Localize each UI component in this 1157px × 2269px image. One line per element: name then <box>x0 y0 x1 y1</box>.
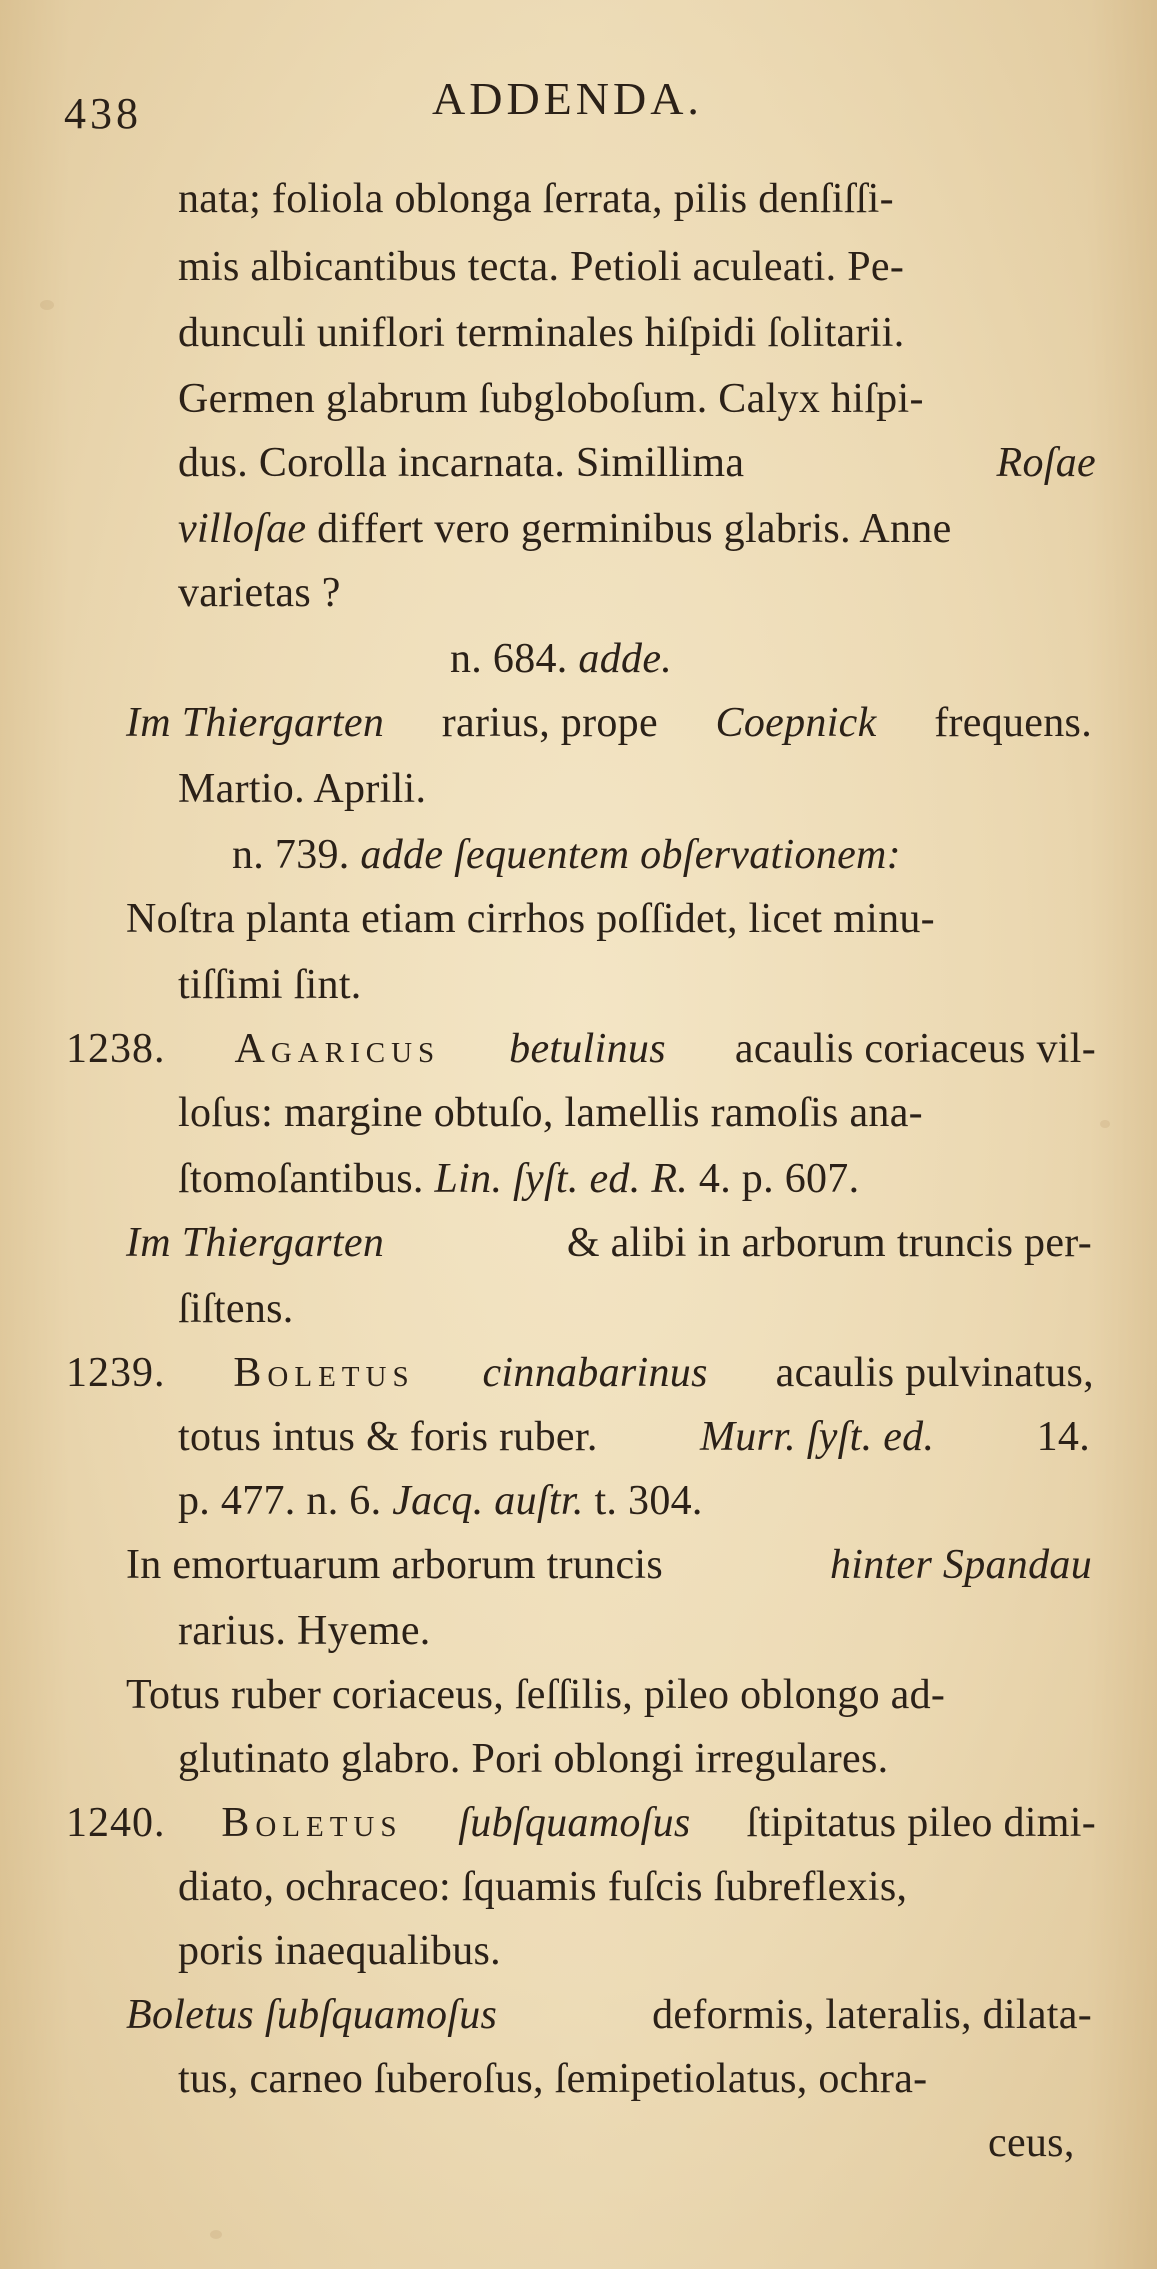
text-line <box>178 1738 888 1780</box>
text-span: acaulis coriaceus vil- <box>734 1026 1096 1072</box>
paper-spot <box>1100 1120 1110 1128</box>
text-span: glutinato glabro. Pori oblongi irregulares. <box>178 1736 889 1782</box>
text-span: 4. p. 607. <box>698 1156 860 1202</box>
text-line <box>126 1994 1092 2036</box>
text-line <box>232 834 901 876</box>
text-span: dunculi uniflori terminales hiſpidi ſolitarii. <box>178 310 905 356</box>
text-line <box>178 1158 859 1200</box>
text-span: deformis, lateralis, dilata- <box>652 1992 1092 2038</box>
text-line <box>178 508 952 550</box>
species-name: betulinus <box>509 1026 666 1072</box>
text-line <box>178 246 1103 288</box>
italic-span: villoſae <box>178 506 307 552</box>
text-span: totus intus & foris ruber. <box>178 1414 598 1460</box>
text-span: frequens. <box>934 700 1092 746</box>
text-line <box>178 178 1108 220</box>
text-line <box>178 1288 294 1330</box>
text-line <box>126 1222 1092 1264</box>
genus-name: Boletus <box>221 1800 403 1846</box>
italic-span: hinter Spandau <box>829 1542 1092 1588</box>
text-line <box>178 1610 431 1652</box>
italic-span: Lin. ſyſt. ed. R. <box>434 1156 689 1202</box>
italic-span: Boletus ſubſquamoſus <box>126 1992 498 2038</box>
text-span: In emortuarum arborum truncis <box>126 1542 664 1588</box>
italic-span: Jacq. auſtr. <box>392 1478 584 1524</box>
text-line <box>66 1028 1096 1070</box>
text-span: n. 684. <box>450 636 568 682</box>
entry-number: 1239. <box>66 1350 166 1396</box>
catchword <box>988 2122 1075 2164</box>
text-line <box>178 572 341 614</box>
text-span: dus. Corolla incarnata. Simillima <box>178 440 745 486</box>
genus-name: Agaricus <box>234 1026 441 1072</box>
text-line <box>178 312 905 354</box>
text-line <box>178 1930 501 1972</box>
text-line <box>450 638 672 680</box>
text-line <box>178 964 362 1006</box>
text-line <box>66 1352 1094 1394</box>
entry-number: 1238. <box>66 1026 166 1072</box>
italic-span: adde. <box>578 636 673 682</box>
text-span: mis albicantibus tecta. Petioli aculeati. Pe- <box>178 244 905 290</box>
species-name: ſubſquamoſus <box>458 1800 691 1846</box>
text-line <box>66 1802 1096 1844</box>
text-span: p. 477. n. 6. <box>178 1478 382 1524</box>
text-span: poris inaequalibus. <box>178 1928 501 1974</box>
paper-spot <box>40 300 54 310</box>
text-span: nata; foliola oblonga ſerrata, pilis denſiſſi- <box>178 176 894 222</box>
species-name: cinnabarinus <box>482 1350 708 1396</box>
italic-span: Im Thiergarten <box>126 1220 385 1266</box>
text-span: ceus, <box>988 2120 1075 2166</box>
italic-span: adde ſequentem obſervationem: <box>360 832 901 878</box>
text-span: loſus: margine obtuſo, lamellis ramoſis ana- <box>178 1090 923 1136</box>
paper-spot <box>210 2230 222 2239</box>
text-span: varietas ? <box>178 570 341 616</box>
text-line <box>178 1416 1090 1458</box>
text-span: n. 739. <box>232 832 350 878</box>
text-line <box>178 378 924 420</box>
italic-span: Coepnick <box>715 700 877 746</box>
text-line <box>178 1480 703 1522</box>
text-line <box>178 2058 1090 2100</box>
entry-number: 1240. <box>66 1800 166 1846</box>
page-number: 438 <box>64 89 142 138</box>
italic-span: Murr. ſyſt. ed. <box>699 1414 935 1460</box>
text-line <box>126 898 1094 940</box>
text-span: Martio. Aprili. <box>178 766 427 812</box>
text-span: tus, carneo ſuberoſus, ſemipetiolatus, ochra- <box>178 2056 928 2102</box>
text-line <box>178 1866 1092 1908</box>
text-span: t. 304. <box>594 1478 703 1524</box>
text-span: ſtomoſantibus. <box>178 1156 424 1202</box>
text-span: acaulis pulvinatus, <box>775 1350 1094 1396</box>
text-span: rarius. Hyeme. <box>178 1608 431 1654</box>
text-span: diato, ochraceo: ſquamis fuſcis ſubreflexis, <box>178 1864 908 1910</box>
text-line <box>178 768 426 810</box>
text-span: tiſſimi ſint. <box>178 962 362 1008</box>
genus-name: Boletus <box>233 1350 415 1396</box>
text-span: Germen glabrum ſubgloboſum. Calyx hiſpi- <box>178 376 924 422</box>
italic-span: Roſae <box>996 440 1096 486</box>
text-span: differt vero germinibus glabris. Anne <box>317 506 952 552</box>
text-span: 14. <box>1036 1414 1090 1460</box>
text-span: & alibi in arborum truncis per- <box>566 1220 1092 1266</box>
text-line <box>126 1674 1102 1716</box>
italic-span: Im Thiergarten <box>126 700 385 746</box>
text-span: ſiſtens. <box>178 1286 294 1332</box>
text-line <box>126 702 1092 744</box>
text-span: rarius, prope <box>441 700 658 746</box>
text-span: ſtipitatus pileo dimi- <box>746 1800 1096 1846</box>
text-line <box>178 1092 1096 1134</box>
text-line <box>126 1544 1092 1586</box>
text-span: Noſtra planta etiam cirrhos poſſidet, licet minu- <box>126 896 935 942</box>
text-line <box>178 442 1096 484</box>
running-title: ADDENDA. <box>432 73 703 124</box>
text-span: Totus ruber coriaceus, ſeſſilis, pileo oblongo ad- <box>126 1672 946 1718</box>
